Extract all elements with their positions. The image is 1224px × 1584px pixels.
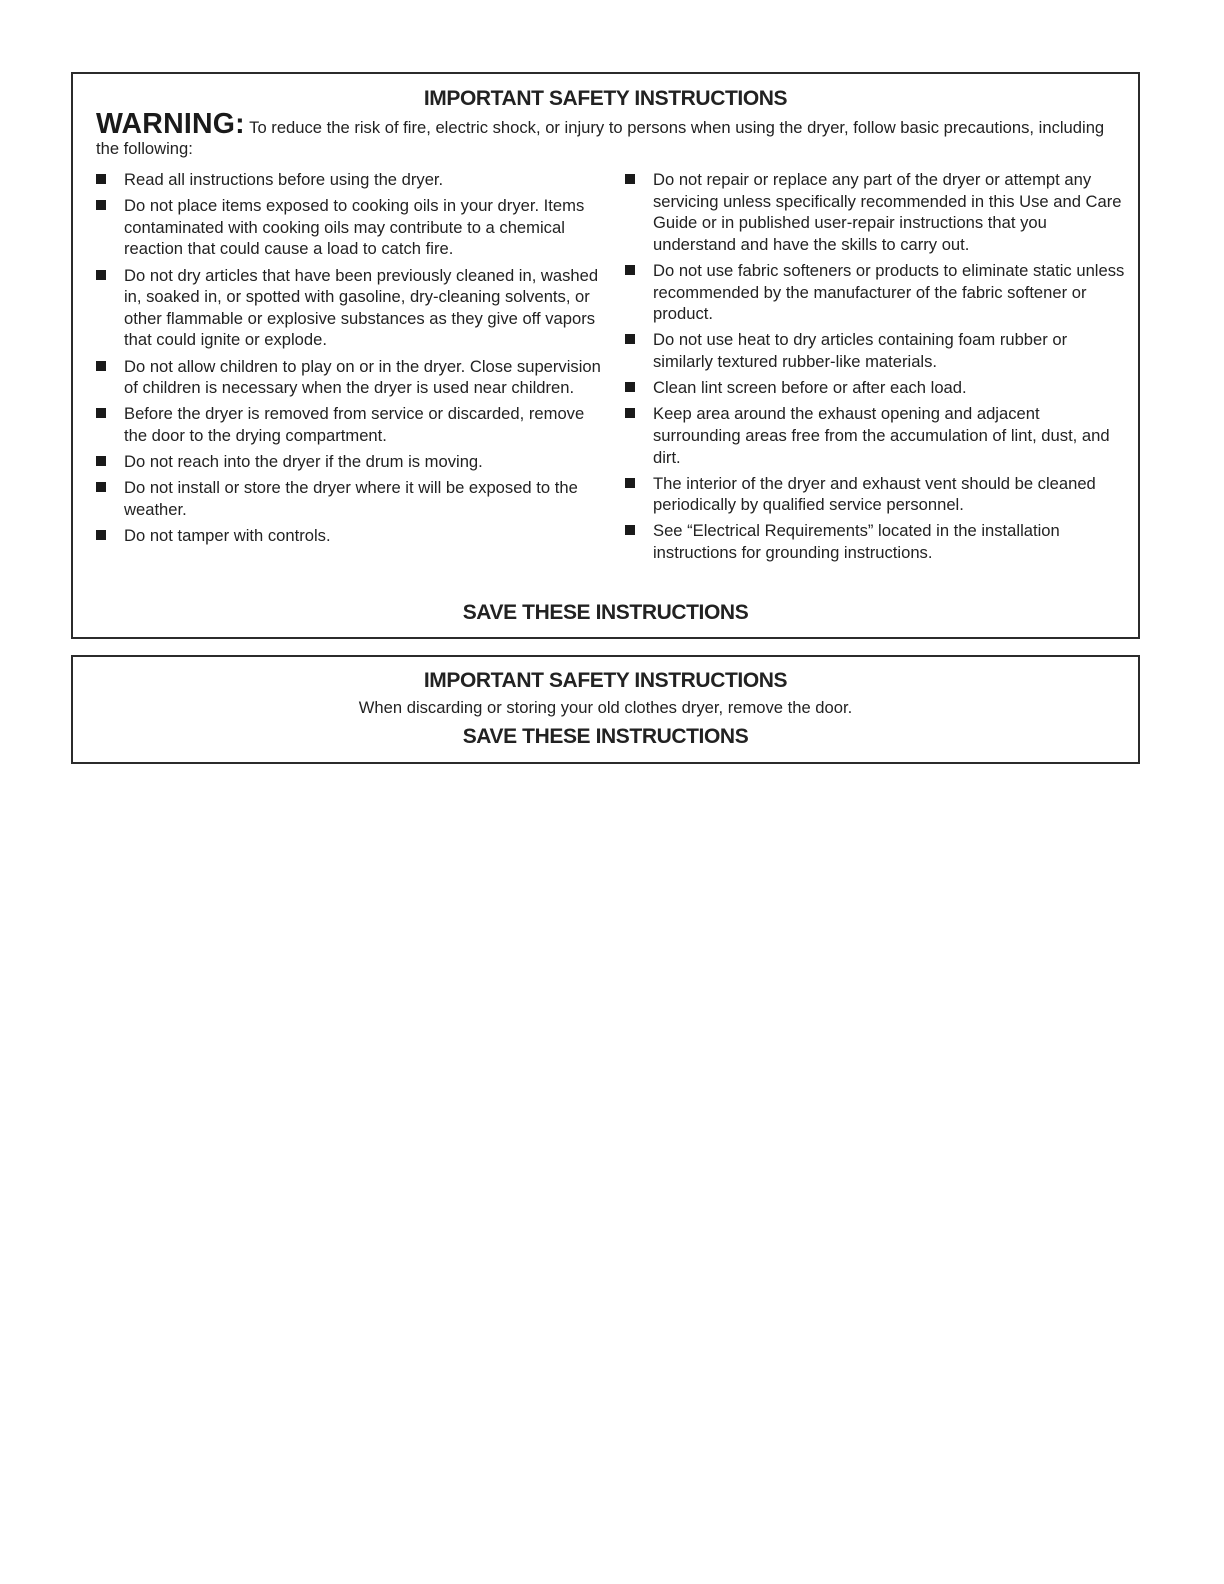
square-bullet-icon bbox=[96, 361, 106, 371]
list-item: Keep area around the exhaust opening and adjacent surrounding areas free from the accumulation of lint, dust, and dirt. bbox=[625, 403, 1125, 468]
list-item: Do not repair or replace any part of the dryer or attempt any servicing unless specifically recommended in this Use and Care Guide or in published user-repair instructions that you understand and have the skills to carry out. bbox=[625, 169, 1125, 255]
square-bullet-icon bbox=[96, 270, 106, 280]
square-bullet-icon bbox=[96, 456, 106, 466]
square-bullet-icon bbox=[96, 408, 106, 418]
safety-heading: IMPORTANT SAFETY INSTRUCTIONS bbox=[423, 669, 788, 692]
square-bullet-icon bbox=[625, 265, 635, 275]
square-bullet-icon bbox=[96, 482, 106, 492]
square-bullet-icon bbox=[625, 174, 635, 184]
square-bullet-icon bbox=[625, 334, 635, 344]
list-item: Read all instructions before using the dryer. bbox=[96, 169, 601, 191]
instruction-columns bbox=[73, 169, 1138, 589]
discarding-note: When discarding or storing your old clothes dryer, remove the door. bbox=[358, 698, 853, 717]
list-item: Do not use fabric softeners or products to eliminate static unless recommended by the manufacturer of the fabric softener or product. bbox=[625, 260, 1125, 325]
square-bullet-icon bbox=[625, 382, 635, 392]
left-instruction-list bbox=[96, 169, 601, 551]
square-bullet-icon bbox=[625, 408, 635, 418]
save-instructions-heading: SAVE THESE INSTRUCTIONS bbox=[462, 725, 749, 748]
warning-label: WARNING: bbox=[96, 108, 245, 140]
list-item: Before the dryer is removed from service or discarded, remove the door to the drying compartment. bbox=[96, 403, 601, 446]
list-item: Do not install or store the dryer where it will be exposed to the weather. bbox=[96, 477, 601, 520]
right-instruction-list bbox=[625, 169, 1125, 568]
list-item: The interior of the dryer and exhaust vent should be cleaned periodically by qualified service personnel. bbox=[625, 473, 1125, 516]
safety-instructions-box bbox=[71, 72, 1140, 639]
warning-text: To reduce the risk of fire, electric shock, or injury to persons when using the dryer, follow basic precautions, including the following: bbox=[96, 118, 1105, 158]
list-item: Do not allow children to play on or in the dryer. Close supervision of children is necessary when the dryer is used near children. bbox=[96, 356, 601, 399]
square-bullet-icon bbox=[96, 200, 106, 210]
list-item: Do not place items exposed to cooking oils in your dryer. Items contaminated with cooking oils may contribute to a chemical reaction that could cause a load to catch fire. bbox=[96, 195, 601, 260]
square-bullet-icon bbox=[625, 478, 635, 488]
safety-heading: IMPORTANT SAFETY INSTRUCTIONS bbox=[423, 87, 788, 110]
list-item: Do not use heat to dry articles containing foam rubber or similarly textured rubber-like materials. bbox=[625, 329, 1125, 372]
list-item: Clean lint screen before or after each load. bbox=[625, 377, 1125, 399]
discarding-instructions-box bbox=[71, 655, 1140, 764]
square-bullet-icon bbox=[96, 530, 106, 540]
warning-paragraph bbox=[96, 108, 1126, 159]
list-item: See “Electrical Requirements” located in the installation instructions for grounding instructions. bbox=[625, 520, 1125, 563]
square-bullet-icon bbox=[625, 525, 635, 535]
list-item: Do not tamper with controls. bbox=[96, 525, 601, 547]
list-item: Do not dry articles that have been previously cleaned in, washed in, soaked in, or spotted with gasoline, dry-cleaning solvents, or other flammable or explosive substances as they give off vapors that could ignite or explode. bbox=[96, 265, 601, 351]
save-instructions-heading: SAVE THESE INSTRUCTIONS bbox=[462, 601, 749, 624]
square-bullet-icon bbox=[96, 174, 106, 184]
list-item: Do not reach into the dryer if the drum is moving. bbox=[96, 451, 601, 473]
